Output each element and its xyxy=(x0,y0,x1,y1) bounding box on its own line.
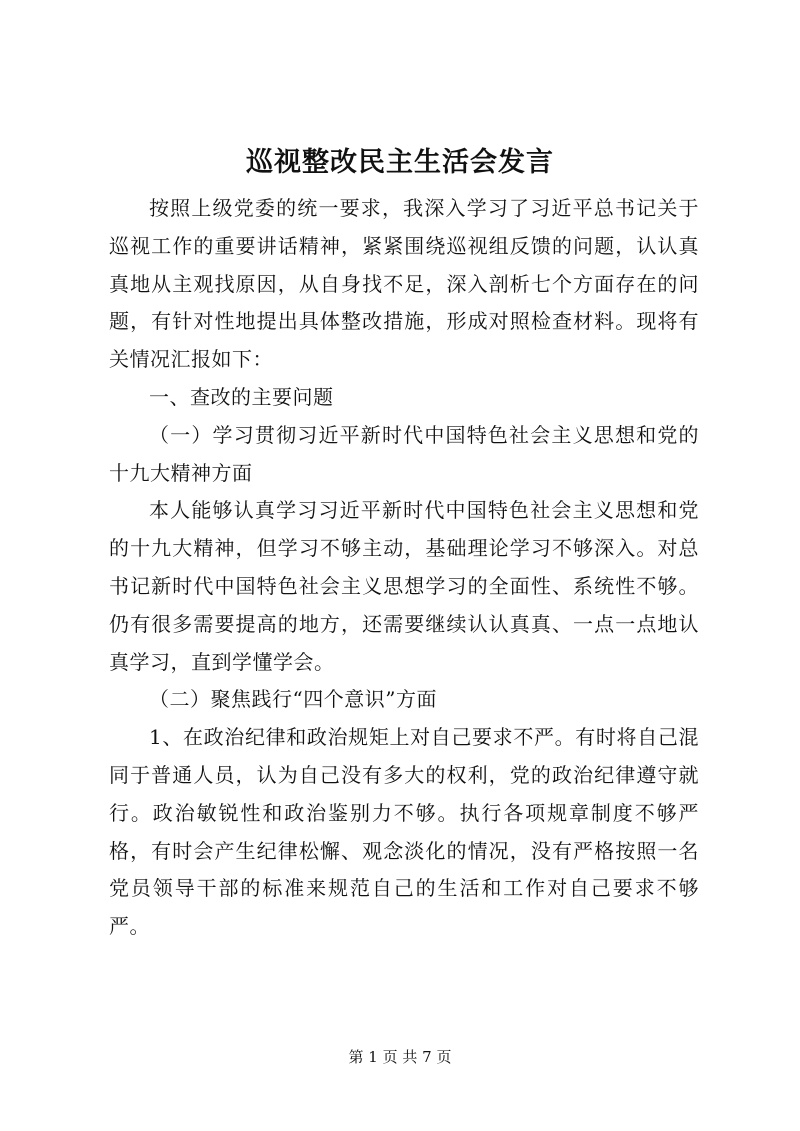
intro-paragraph: 按照上级党委的统一要求，我深入学习了习近平总书记关于巡视工作的重要讲话精神，紧紧围绕巡视组反馈的问题，认认真真地从主观找原因，从自身找不足，深入剖析七个方面存在的问题，有针对性地提出具体整改措施，形成对照检查材料。现将有关情况汇报如下： xyxy=(109,196,699,372)
subsection-heading-2: （二）聚焦践行“四个意识”方面 xyxy=(149,687,437,712)
document-title: 巡视整改民主生活会发言 xyxy=(246,147,554,178)
subsection-heading-1: （一）学习贯彻习近平新时代中国特色社会主义思想和党的十九大精神方面 xyxy=(109,422,699,485)
subsection-1-paragraph: 本人能够认真学习习近平新时代中国特色社会主义思想和党的十九大精神，但学习不够主动，基础理论学习不够深入。对总书记新时代中国特色社会主义思想学习的全面性、系统性不够。仍有很多需要提高的地方，还需要继续认认真真、一点一点地认真学习，直到学懂学会。 xyxy=(109,498,699,674)
subsection-2-paragraph: 1、在政治纪律和政治规矩上对自己要求不严。有时将自己混同于普通人员，认为自己没有多大的权利，党的政治纪律遵守就行。政治敏锐性和政治鉴别力不够。执行各项规章制度不够严格，有时会产生纪律松懈、观念淡化的情况，没有严格按照一名党员领导干部的标准来规范自己的生活和工作对自己要求不够严。 xyxy=(109,725,699,939)
document-body xyxy=(109,190,699,946)
page-footer: 第 1 页 共 7 页 xyxy=(348,1048,452,1066)
section-heading-1: 一、查改的主要问题 xyxy=(149,384,334,409)
